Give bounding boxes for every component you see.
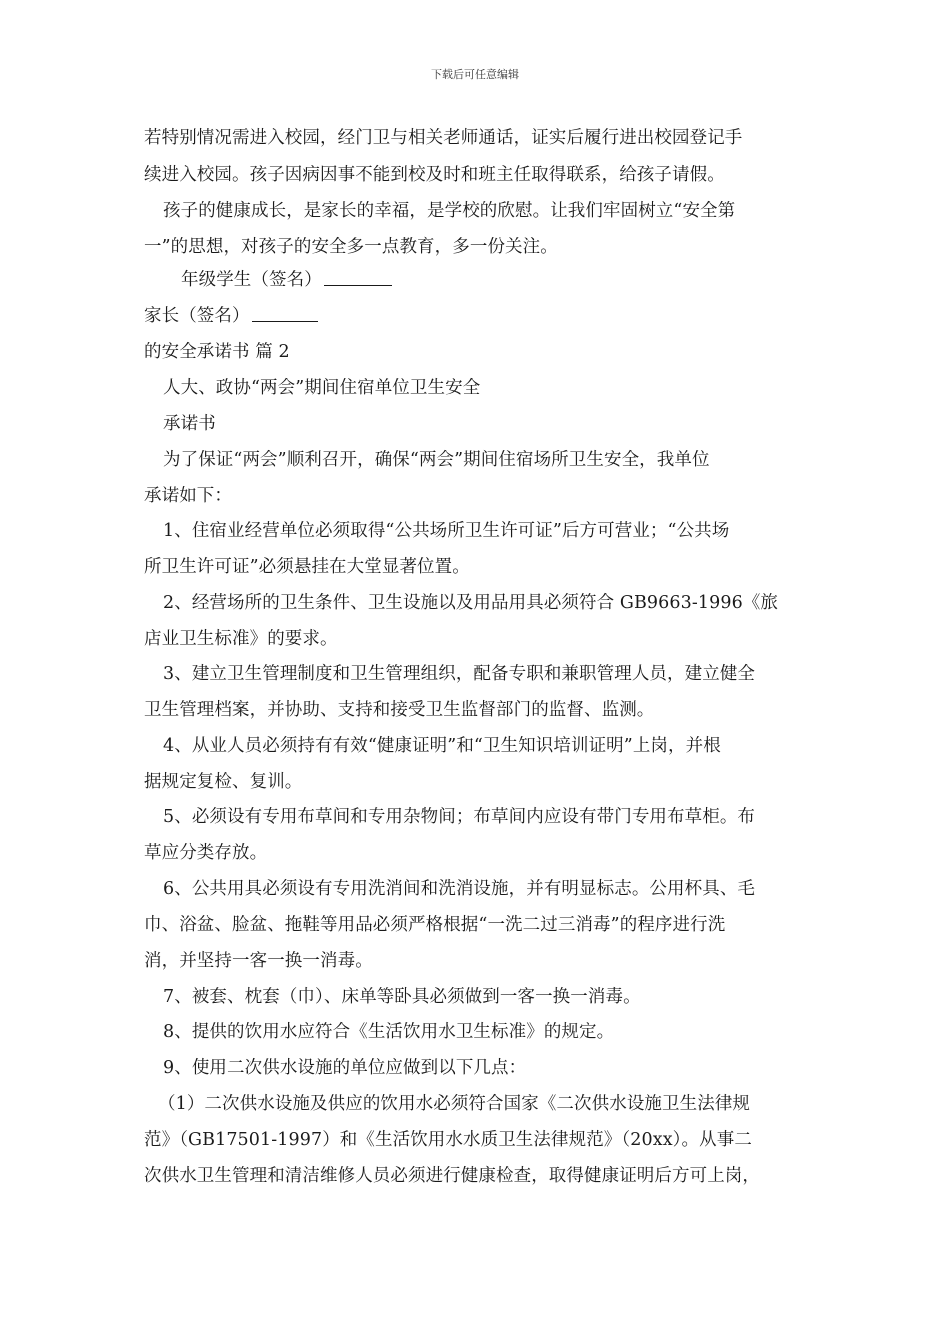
text-line: 为了保证“两会”顺利召开，确保“两会”期间住宿场所卫生安全，我单位 [163,450,710,470]
text-line: 6、公共用具必须设有专用洗消间和洗消设施，并有明显标志。公用杯具、毛 [163,879,756,899]
text-line: 1、住宿业经营单位必须取得“公共场所卫生许可证”后方可营业；“公共场 [163,521,730,541]
text-line: 9、使用二次供水设施的单位应做到以下几点： [163,1058,527,1078]
text-line: 续进入校园。孩子因病因事不能到校及时和班主任取得联系，给孩子请假。 [144,165,725,185]
parent-signature-label: 家长（签名） [144,306,250,326]
text-line: 卫生管理档案，并协助、支持和接受卫生监督部门的监督、监测。 [144,700,655,720]
student-signature-blank [324,269,392,286]
text-line: 巾、浴盆、脸盆、拖鞋等用品必须严格根据“一洗二过三消毒”的程序进行洗 [144,915,726,935]
section-title: 的安全承诺书 篇 2 [144,342,290,362]
text-line: 孩子的健康成长，是家长的幸福，是学校的欣慰。让我们牢固树立“安全第 [163,201,736,221]
student-signature-label: 年级学生（签名） [181,270,322,290]
text-line: 2、经营场所的卫生条件、卫生设施以及用品用具必须符合 GB9663-1996《旅 [163,593,779,613]
text-line: 次供水卫生管理和清洁维修人员必须进行健康检查，取得健康证明后方可上岗， [144,1166,760,1186]
text-line: 消，并坚持一客一换一消毒。 [144,951,373,971]
text-line: 范》（GB17501-1997）和《生活饮用水水质卫生法律规范》（20xx）。从事二 [144,1130,752,1150]
text-line: 3、建立卫生管理制度和卫生管理组织，配备专职和兼职管理人员，建立健全 [163,664,756,684]
text-line: 7、被套、枕套（巾）、床单等卧具必须做到一客一换一消毒。 [163,987,641,1007]
page-header: 下载后可任意编辑 [431,68,519,81]
text-line: 店业卫生标准》的要求。 [144,629,338,649]
text-line: 4、从业人员必须持有有效“健康证明”和“卫生知识培训证明”上岗，并根 [163,736,721,756]
text-line: 一”的思想，对孩子的安全多一点教育，多一份关注。 [144,237,558,257]
parent-signature-blank [252,305,318,322]
document-title: 人大、政协“两会”期间住宿单位卫生安全 [163,378,481,398]
text-line: 5、必须设有专用布草间和专用杂物间；布草间内应设有带门专用布草柜。布 [163,807,756,827]
text-line: 若特别情况需进入校园，经门卫与相关老师通话，证实后履行进出校园登记手 [144,128,743,148]
signature-line-student [181,269,392,291]
text-line: 承诺如下： [144,486,232,506]
text-line: 所卫生许可证”必须悬挂在大堂显著位置。 [144,557,470,577]
text-line: （1）二次供水设施及供应的饮用水必须符合国家《二次供水设施卫生法律规 [158,1094,751,1114]
signature-line-parent [144,305,318,327]
text-line: 8、提供的饮用水应符合《生活饮用水卫生标准》的规定。 [163,1022,615,1042]
text-line: 据规定复检、复训。 [144,772,303,792]
text-line: 草应分类存放。 [144,843,268,863]
document-subtitle: 承诺书 [163,414,216,434]
